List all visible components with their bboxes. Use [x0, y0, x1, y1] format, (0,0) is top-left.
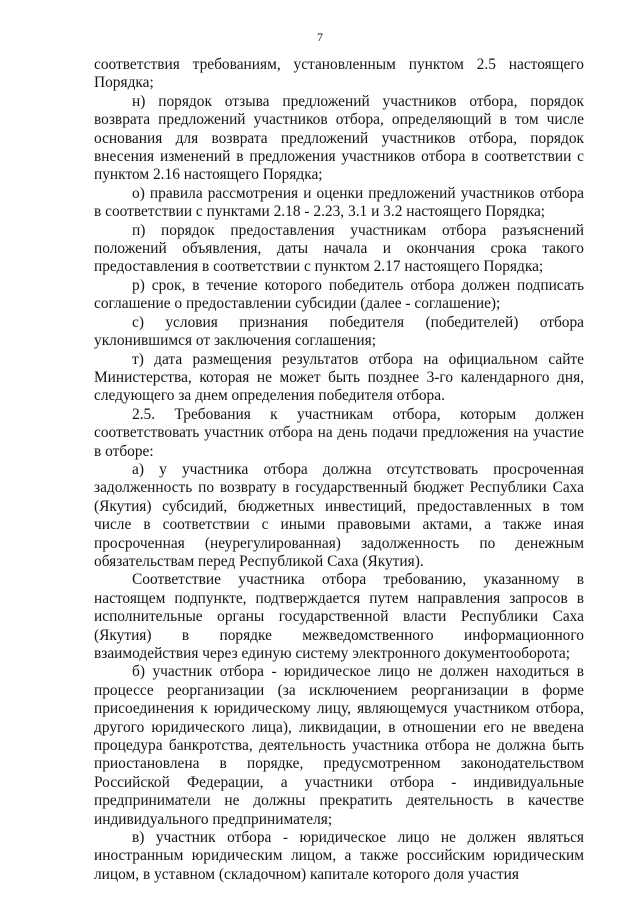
- document-body: [94, 56, 584, 884]
- paragraph-item-r: р) срок, в течение которого победитель отбора должен подписать соглашение о предоставлении субсидии (далее - соглашение);: [94, 276, 584, 313]
- paragraph-item-o: о) правила рассмотрения и оценки предложений участников отбора в соответствии с пунктами 2.18 - 2.23, 3.1 и 3.2 настоящего Порядка;: [94, 184, 584, 221]
- paragraph-continuation: соответствия требованиям, установленным пунктом 2.5 настоящего Порядка;: [94, 56, 584, 92]
- paragraph-item-p: п) порядок предоставления участникам отбора разъяснений положений объявления, даты начала и окончания срока такого предоставления в соответствии с пунктом 2.17 настоящего Порядка;: [94, 221, 584, 276]
- paragraph-item-b: б) участник отбора - юридическое лицо не должен находиться в процессе реорганизации (за исключением реорганизации в форме присоединения к юридическому лицу, являющемуся участником отбора, другого юридического лица), ликвидации, в отношении его не введена процедура банкротства, деятельность участника отбора не должна быть приостановлена в порядке, предусмотренном законодательством Российской Федерации, а участники отбора - индивидуальные предприниматели не должны прекратить деятельность в качестве индивидуального предпринимателя;: [94, 663, 584, 828]
- paragraph-section-2-5: 2.5. Требования к участникам отбора, которым должен соответствовать участник отбора на день подачи предложения на участие в отборе:: [94, 405, 584, 460]
- paragraph-item-v: в) участник отбора - юридическое лицо не должен являться иностранным юридическим лицом, а также российским юридическим лицом, в уставном (складочном) капитале которого доля участия: [94, 829, 584, 883]
- paragraph-item-n: н) порядок отзыва предложений участников отбора, порядок возврата предложений участников отбора, определяющий в том числе основания для возврата предложений участников отбора, порядок внесения изменений в предложения участников отбора в соответствии с пунктом 2.16 настоящего Порядка;: [94, 92, 584, 184]
- paragraph-item-a: а) у участника отбора должна отсутствовать просроченная задолженность по возврату в государственный бюджет Республики Саха (Якутия) субсидий, бюджетных инвестиций, предоставленных в том числе в соответствии с иными правовыми актами, а также иная просроченная (неурегулированная) задолженность по денежным обязательствам перед Республикой Саха (Якутия).: [94, 460, 584, 570]
- paragraph-item-t: т) дата размещения результатов отбора на официальном сайте Министерства, которая не может быть позднее 3-го календарного дня, следующего за днем определения победителя отбора.: [94, 350, 584, 405]
- page-number: 7: [317, 30, 323, 44]
- paragraph-item-s: с) условия признания победителя (победителей) отбора уклонившимся от заключения соглашения;: [94, 313, 584, 350]
- paragraph-compliance-note: Соответствие участника отбора требованию, указанному в настоящем подпункте, подтверждается путем направления запросов в исполнительные органы государственной власти Республики Саха (Якутия) в порядке межведомственного информационного взаимодействия через единую систему электронного документооборота;: [94, 571, 584, 662]
